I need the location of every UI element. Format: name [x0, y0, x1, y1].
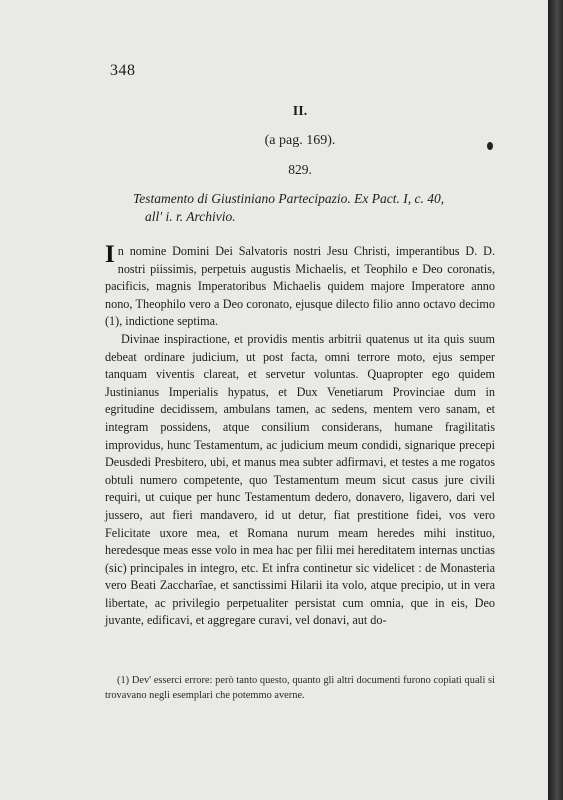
document-title: [133, 190, 478, 226]
section-heading: II.: [292, 104, 308, 119]
document-title-line1: Testamento di Giustiniano Partecipazio. Ex Pact. I, c. 40,: [133, 191, 445, 206]
page-number: 348: [110, 62, 136, 79]
footnote-text: (1) Dev' esserci errore: però tanto questo, quanto gli altri documenti furono copiati quali si trovavano negli esemplari che potemmo averne.: [105, 675, 495, 701]
body-paragraph-1-text: n nomine Domini Dei Salvatoris nostri Jesu Christi, imperantibus D. D. nostri piissimis, perpetuis augustis Michaelis, et Teophilo e Deo coronatis, pacificis, magnis Imperatoribus Michaelis quidem majore Imperatore anno nono, Theophilo vero a Deo coronato, ejusque dilecto filio anno octavo decimo (1), indictione septima.: [105, 244, 495, 329]
document-body: [105, 243, 495, 630]
drop-cap: I: [105, 241, 115, 268]
body-paragraph-1: [105, 243, 495, 331]
ink-speck-mark: [487, 142, 493, 150]
book-spine-edge: [548, 0, 563, 800]
document-title-line2: all' i. r. Archivio.: [145, 209, 236, 224]
document-year: 829.: [288, 162, 312, 177]
footnote: [105, 673, 495, 703]
body-paragraph-2: Divinae inspiractione, et providis mentis arbitrii quatenus ut ita quis suum debeat ordinare judicium, ut post facta, omni terrore moto, ejus semper tanquam viventis clareat, et servetur voluntas. Quapropter ego quidem Justinianus Imperialis hypatus, et Dux Venetiarum Provinciae dum in egritudine decidissem, ambulans tamen, ac sedens, mentem vero sanam, et integram possidens, atque consilium considerans, humane fragilitatis improvidus, hunc Testamentum, ac judicium meum condidi, signarique precepi Deusdedi Presbitero, ubi, et manus mea subter adfirmavi, et testes a me rogatos obtuli numero competente, quo Testamentum meum sicut casus jure civili requiri, ut cuique per hunc Testamentum dedero, donavero, ligavero, dari vel jussero, aut fieri mandavero, id ut detur, fiat prestitione fidei, vos vero Felicitate uxore mea, et Romana nurum meam heredes mihi instituo, heredesque meas esse volo in mea hac per filii mei hereditatem internas unctias (sic) principales in integro, etc. Et infra continetur sic videlicet : de Monasteria vero Beati Zaccharîae, et sanctissimi Hilarii ita volo, atque precipio, ut in vera libertate, ac privilegio perpetualiter persistat cum omnia, que in eis, Deo juvante, edificavi, et aggregare curavi, vel donavi, aut do-: [105, 331, 495, 628]
page-reference: (a pag. 169).: [264, 133, 336, 148]
